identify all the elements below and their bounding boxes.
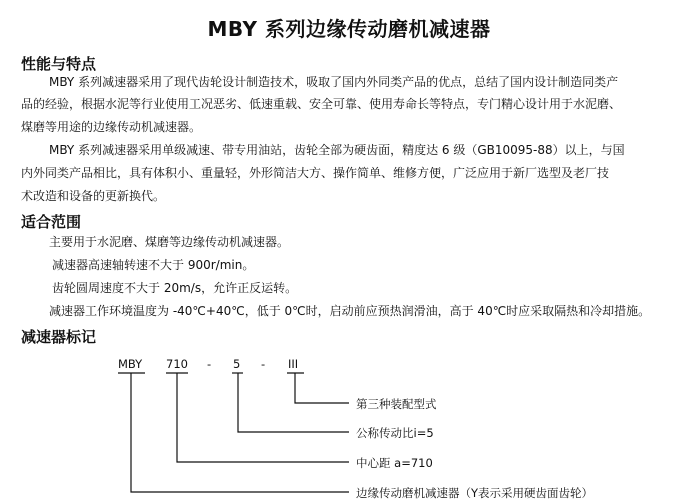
label-ratio: 公称传动比i=5 — [356, 426, 434, 440]
code-iii: III — [288, 357, 299, 371]
features-paragraph-line: 品的经验，根据水泥等行业使用工况恶劣、低速重载、安全可靠、使用寿命长等特点，专门精心设计用于水泥磨、 — [21, 97, 622, 111]
leader-line-iii — [295, 373, 349, 403]
leader-line-710 — [177, 373, 349, 462]
code-710: 710 — [166, 357, 188, 371]
scope-line: 减速器工作环境温度为 -40℃+40℃，低于 0℃时，启动前应预热润滑油，高于 40℃时应采取隔热和冷却措施。 — [49, 304, 651, 318]
features-paragraph-line: 术改造和设备的更新换代。 — [21, 189, 166, 203]
scope-line: 减速器高速轴转速不大于 900r/min。 — [52, 258, 255, 272]
code-mby: MBY — [118, 357, 143, 371]
label-assembly-type: 第三种装配型式 — [356, 397, 437, 411]
features-paragraph-line: MBY 系列减速器采用了现代齿轮设计制造技术，吸取了国内外同类产品的优点，总结了国内设计制造同类产 — [49, 75, 619, 89]
features-paragraph-line: 内外同类产品相比，具有体积小、重量轻，外形简洁大方、操作简单、维修方便，广泛应用于新厂选型及老厂技 — [21, 166, 610, 180]
code-dash: - — [207, 357, 212, 371]
section-heading-scope: 适合范围 — [21, 213, 82, 231]
section-heading-features: 性能与特点 — [21, 55, 97, 73]
scope-line: 主要用于水泥磨、煤磨等边缘传动机减速器。 — [49, 235, 290, 249]
label-reducer-type: 边缘传动磨机减速器（Y表示采用硬齿面齿轮） — [356, 486, 594, 500]
section-heading-marking: 减速器标记 — [21, 328, 97, 346]
page-title: MBY 系列边缘传动磨机减速器 — [207, 17, 491, 41]
code-5: 5 — [233, 357, 241, 371]
features-paragraph-line: MBY 系列减速器采用单级减速、带专用油站，齿轮全部为硬齿面，精度达 6 级（GB10095-88）以上，与国 — [49, 143, 625, 157]
features-paragraph-line: 煤磨等用途的边缘传动机减速器。 — [21, 120, 202, 134]
label-center-distance: 中心距 a=710 — [356, 456, 433, 470]
code-dash: - — [261, 357, 266, 371]
scope-line: 齿轮圆周速度不大于 20m/s，允许正反运转。 — [52, 281, 298, 295]
